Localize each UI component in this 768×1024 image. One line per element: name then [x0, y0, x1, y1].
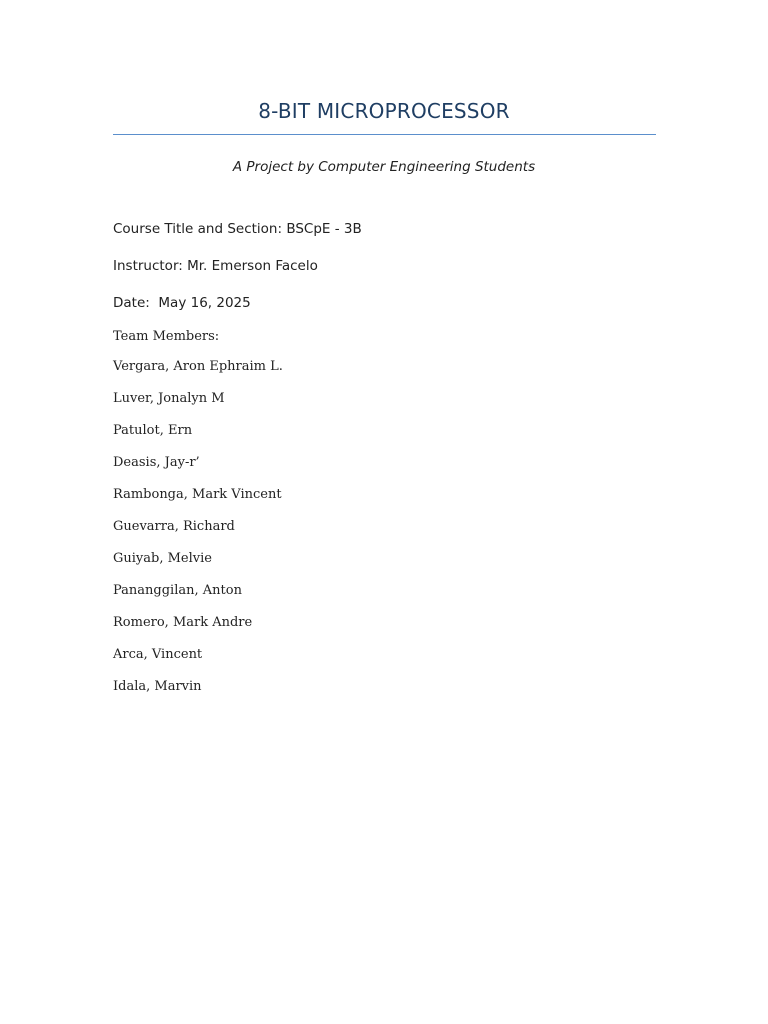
team-member: Luver, Jonalyn M	[113, 391, 225, 406]
team-member: Romero, Mark Andre	[113, 615, 253, 630]
team-member: Rambonga, Mark Vincent	[113, 487, 282, 502]
team-member: Patulot, Ern	[113, 423, 193, 438]
date-line: Date: May 16, 2025	[113, 295, 251, 311]
team-member: Guevarra, Richard	[113, 519, 235, 534]
team-members-heading: Team Members:	[113, 329, 220, 344]
title-divider	[113, 134, 656, 135]
team-member: Guiyab, Melvie	[113, 551, 212, 566]
team-member: Vergara, Aron Ephraim L.	[113, 359, 283, 374]
team-member: Arca, Vincent	[113, 647, 203, 662]
team-member: Pananggilan, Anton	[113, 583, 242, 598]
document-title: 8-BIT MICROPROCESSOR	[258, 99, 510, 123]
instructor-line: Instructor: Mr. Emerson Facelo	[113, 258, 318, 274]
team-member: Deasis, Jay-r’	[113, 455, 200, 470]
document-subtitle: A Project by Computer Engineering Students	[232, 159, 536, 175]
course-title-section: Course Title and Section: BSCpE - 3B	[113, 221, 362, 237]
team-member: Idala, Marvin	[113, 679, 202, 694]
